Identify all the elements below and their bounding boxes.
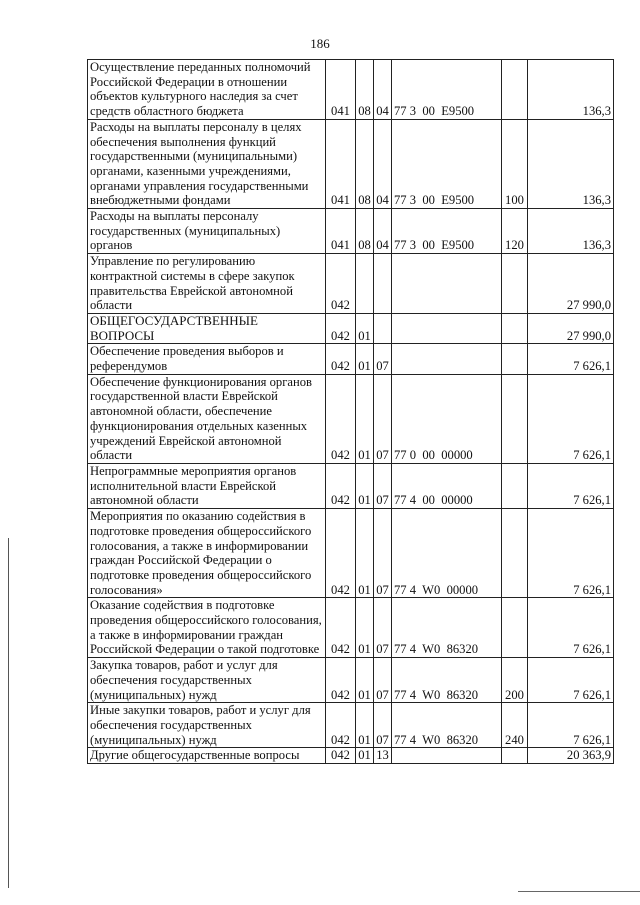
row-name: Непрограммные мероприятия органов исполнительной власти Еврейской автономной области [88,463,326,508]
row-name: Мероприятия по оказанию содействия в подготовке проведения общероссийского голосования, а также в информировании граждан Российской Федерации о подготовке проведения общероссийского голосования» [88,509,326,598]
row-amount: 27 990,0 [528,313,614,343]
row-amount: 7 626,1 [528,463,614,508]
row-subsection: 07 [374,509,392,598]
row-section: 01 [356,748,374,764]
row-subsection [374,254,392,314]
row-subsection: 07 [374,658,392,703]
signature-line [518,891,640,892]
row-code: 042 [326,344,356,374]
table-row [88,254,614,314]
table-row [88,509,614,598]
row-subsection: 04 [374,60,392,120]
row-expense-type [502,374,528,463]
row-subsection: 07 [374,344,392,374]
row-amount: 136,3 [528,119,614,208]
row-target-article [392,344,502,374]
row-expense-type [502,254,528,314]
row-subsection: 04 [374,119,392,208]
table-row [88,598,614,658]
row-target-article: 77 4 W0 86320 [392,703,502,748]
row-name: Управление по регулированию контрактной системы в сфере закупок правительства Еврейской автономной области [88,254,326,314]
row-name: Оказание содействия в подготовке проведения общероссийского голосования, а также в информировании граждан Российской Федерации о такой подготовке [88,598,326,658]
row-expense-type: 120 [502,209,528,254]
row-amount: 7 626,1 [528,374,614,463]
row-section: 01 [356,703,374,748]
scan-edge-line [8,538,9,888]
row-target-article: 77 0 00 00000 [392,374,502,463]
row-target-article: 77 3 00 Е9500 [392,209,502,254]
row-subsection: 13 [374,748,392,764]
row-target-article: 77 4 W0 86320 [392,658,502,703]
row-subsection: 07 [374,463,392,508]
row-name: Расходы на выплаты персоналу государственных (муниципальных) органов [88,209,326,254]
row-section: 01 [356,344,374,374]
table-row [88,60,614,120]
row-target-article: 77 4 W0 86320 [392,598,502,658]
row-section: 01 [356,598,374,658]
table-row [88,374,614,463]
table-row [88,703,614,748]
row-name: Обеспечение проведения выборов и референдумов [88,344,326,374]
row-code: 041 [326,119,356,208]
row-expense-type: 240 [502,703,528,748]
row-name: Обеспечение функционирования органов государственной власти Еврейской автономной области, обеспечение функционирования отдельных казенных учреждений Еврейской автономной области [88,374,326,463]
row-name: ОБЩЕГОСУДАРСТВЕННЫЕ ВОПРОСЫ [88,313,326,343]
row-amount: 136,3 [528,209,614,254]
row-target-article [392,254,502,314]
row-amount: 20 363,9 [528,748,614,764]
row-amount: 7 626,1 [528,344,614,374]
row-subsection: 04 [374,209,392,254]
row-name: Другие общегосударственные вопросы [88,748,326,764]
page-number: 186 [310,36,330,51]
row-expense-type [502,60,528,120]
row-expense-type: 200 [502,658,528,703]
row-subsection: 07 [374,703,392,748]
row-code: 042 [326,509,356,598]
row-amount: 7 626,1 [528,703,614,748]
row-target-article: 77 3 00 Е9500 [392,60,502,120]
row-section: 08 [356,119,374,208]
table-row [88,209,614,254]
row-subsection: 07 [374,374,392,463]
row-expense-type [502,509,528,598]
row-name: Осуществление переданных полномочий Российской Федерации в отношении объектов культурного наследия за счет средств областного бюджета [88,60,326,120]
row-name: Расходы на выплаты персоналу в целях обеспечения выполнения функций государственными (муниципальными) органами, казенными учреждениями, органами управления государственными внебюджетными фондами [88,119,326,208]
table-row [88,344,614,374]
row-section: 01 [356,463,374,508]
row-code: 042 [326,374,356,463]
row-subsection: 07 [374,598,392,658]
row-code: 042 [326,703,356,748]
row-expense-type [502,748,528,764]
row-target-article [392,313,502,343]
table-row [88,748,614,764]
row-section [356,254,374,314]
row-expense-type [502,598,528,658]
row-section: 08 [356,60,374,120]
row-code: 041 [326,209,356,254]
row-code: 042 [326,254,356,314]
row-code: 042 [326,463,356,508]
table-row [88,313,614,343]
table-row [88,119,614,208]
table-row [88,463,614,508]
row-section: 08 [356,209,374,254]
row-amount: 7 626,1 [528,598,614,658]
row-section: 01 [356,658,374,703]
row-code: 042 [326,313,356,343]
row-target-article: 77 4 W0 00000 [392,509,502,598]
row-expense-type: 100 [502,119,528,208]
row-target-article [392,748,502,764]
row-subsection [374,313,392,343]
row-amount: 7 626,1 [528,509,614,598]
row-section: 01 [356,509,374,598]
row-expense-type [502,463,528,508]
row-code: 042 [326,748,356,764]
row-code: 042 [326,658,356,703]
row-target-article: 77 4 00 00000 [392,463,502,508]
row-amount: 27 990,0 [528,254,614,314]
row-name: Закупка товаров, работ и услуг для обеспечения государственных (муниципальных) нужд [88,658,326,703]
row-code: 041 [326,60,356,120]
row-amount: 7 626,1 [528,658,614,703]
row-amount: 136,3 [528,60,614,120]
budget-table [87,59,614,764]
row-target-article: 77 3 00 Е9500 [392,119,502,208]
row-expense-type [502,313,528,343]
row-section: 01 [356,374,374,463]
row-section: 01 [356,313,374,343]
row-name: Иные закупки товаров, работ и услуг для обеспечения государственных (муниципальных) нужд [88,703,326,748]
row-expense-type [502,344,528,374]
table-row [88,658,614,703]
row-code: 042 [326,598,356,658]
